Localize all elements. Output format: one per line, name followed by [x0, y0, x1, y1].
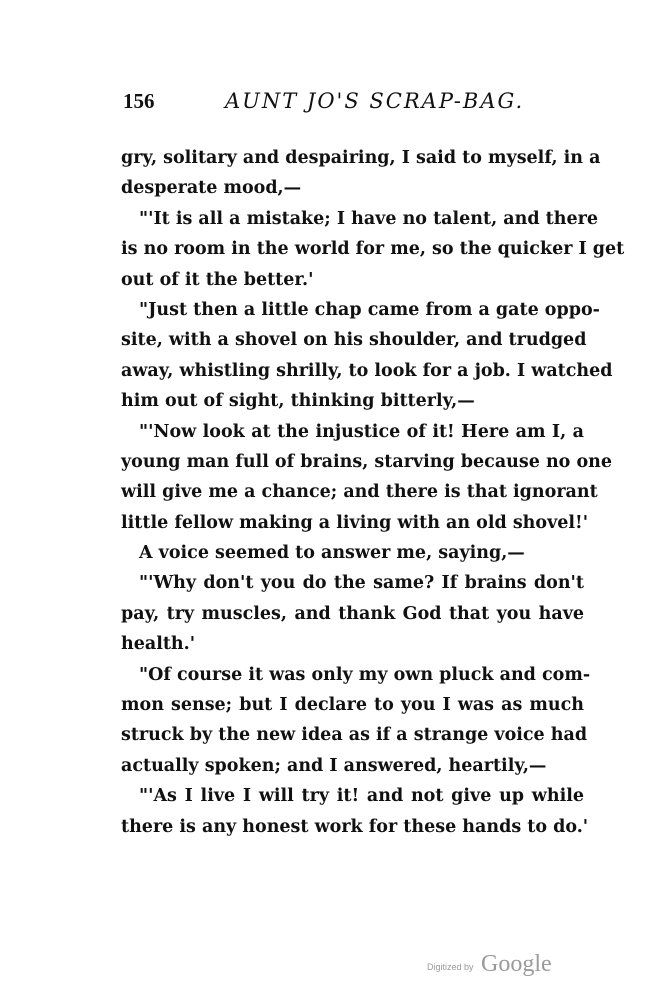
text-line: out of it the better.': [121, 269, 314, 290]
text-line: pay, try muscles, and thank God that you have: [121, 603, 584, 624]
text-line: "'As I live I will try it! and not give up while: [139, 786, 584, 807]
text-line: health.': [121, 634, 196, 655]
text-line: "'Why don't you do the same? If brains don't: [139, 573, 584, 594]
text-line: actually spoken; and I answered, heartily,—: [121, 755, 547, 776]
text-line: away, whistling shrilly, to look for a job. I watched: [121, 360, 613, 381]
digitized-label: Digitized by: [427, 962, 474, 972]
text-line: young man full of brains, starving because no one: [121, 451, 612, 472]
page-number: 156: [123, 89, 155, 113]
text-line: A voice seemed to answer me, saying,—: [139, 543, 525, 564]
text-line: little fellow making a living with an old shovel!': [121, 512, 589, 533]
text-line: "Of course it was only my own pluck and com-: [139, 664, 591, 685]
text-line: him out of sight, thinking bitterly,—: [121, 391, 475, 412]
page-header: [123, 86, 593, 116]
text-line: struck by the new idea as if a strange voice had: [121, 725, 588, 746]
text-line: there is any honest work for these hands to do.': [121, 816, 589, 837]
text-line: "'It is all a mistake; I have no talent, and there: [139, 208, 598, 229]
text-line: will give me a chance; and there is that ignorant: [121, 482, 598, 503]
text-line: mon sense; but I declare to you I was as much: [121, 695, 584, 716]
running-title: AUNT JO'S SCRAP-BAG.: [225, 89, 525, 113]
digitization-watermark: [427, 950, 567, 980]
text-line: is no room in the world for me, so the quicker I get: [121, 239, 625, 260]
text-line: desperate mood,—: [121, 178, 302, 199]
text-line: site, with a shovel on his shoulder, and trudged: [121, 330, 587, 351]
google-logo-text: Google: [481, 951, 552, 977]
text-line: "Just then a little chap came from a gate oppo-: [139, 299, 600, 320]
text-line: gry, solitary and despairing, I said to myself, in a: [121, 148, 601, 168]
page-body: [121, 143, 625, 842]
text-line: "'Now look at the injustice of it! Here am I, a: [139, 421, 584, 442]
